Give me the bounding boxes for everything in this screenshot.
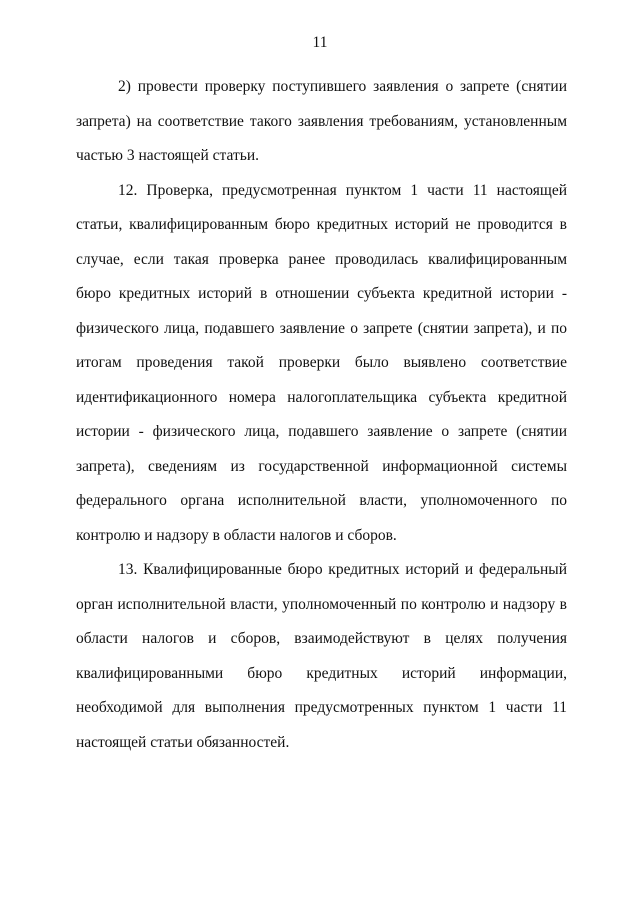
page-number: 11 — [312, 34, 328, 51]
paragraph-point-13: 13. Квалифицированные бюро кредитных историй и федеральный орган исполнительной власти, уполномоченный по контролю и надзору в области налогов и сборов, взаимодействуют в целях получения квалифицированными бюро кредитных историй информации, необходимой для выполнения предусмотренных пунктом 1 части 11 настоящей статьи обязанностей. — [76, 561, 567, 751]
document-body — [76, 70, 567, 760]
paragraph-point-12: 12. Проверка, предусмотренная пунктом 1 части 11 настоящей статьи, квалифицированным бюро кредитных историй не проводится в случае, если такая проверка ранее проводилась квалифицированным бюро кредитных историй в отношении субъекта кредитной истории - физического лица, подавшего заявление о запрете (снятии запрета), и по итогам проведения такой проверки было выявлено соответствие идентификационного номера налогоплательщика субъекта кредитной истории - физического лица, подавшего заявление о запрете (снятии запрета), сведениям из государственной информационной системы федерального органа исполнительной власти, уполномоченного по контролю и надзору в области налогов и сборов. — [76, 181, 567, 544]
paragraph-item-2: 2) провести проверку поступившего заявления о запрете (снятии запрета) на соответствие такого заявления требованиям, установленным частью 3 настоящей статьи. — [76, 78, 567, 164]
